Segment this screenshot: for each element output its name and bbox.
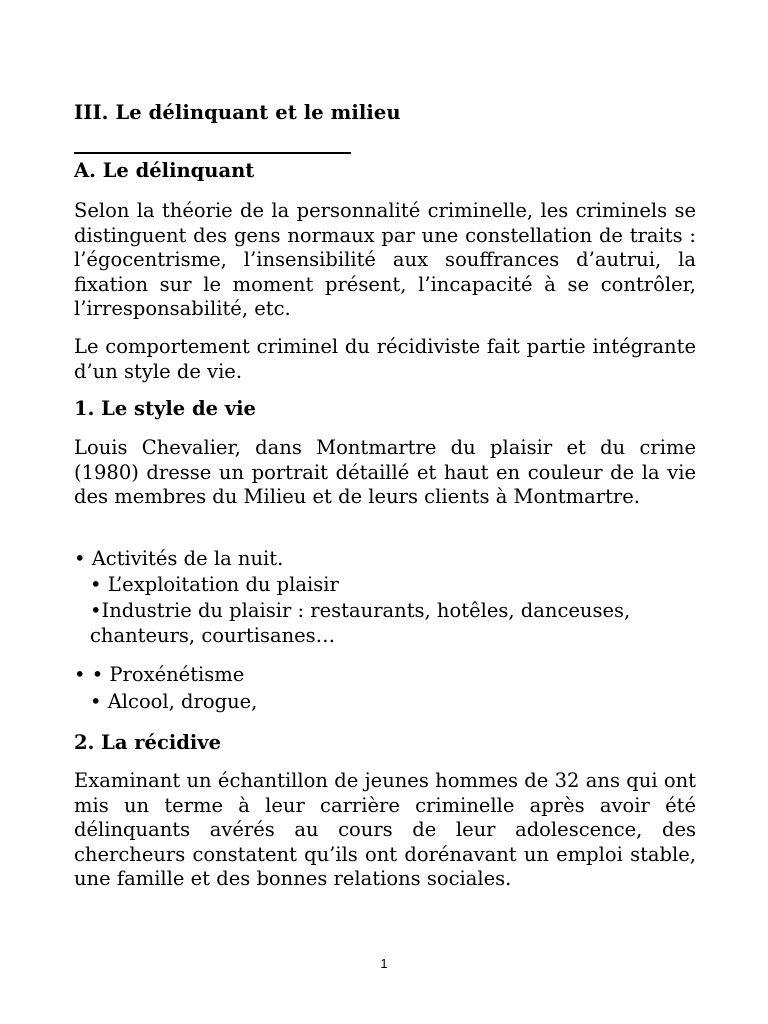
- section-2-paragraph: Examinant un échantillon de jeunes hommes de 32 ans qui ont mis un terme à leur carrière criminelle après avoir été délinquants avérés au cours de leur adolescence, des chercheurs constatent qu’ils ont dorénavant un emploi stable, une famille et des bonnes relations sociales.: [74, 769, 696, 890]
- document-title: III. Le délinquant et le milieu: [74, 101, 401, 124]
- section-a-paragraph-1: Selon la théorie de la personnalité criminelle, les criminels se distinguent des gens normaux par une constellation de traits : l’égocentrisme, l’insensibilité aux souffrances d’autrui, la fixation sur le moment présent, l’incapacité à se contrôler, l’irresponsabilité, etc.: [74, 199, 696, 320]
- section-a-paragraph-2: Le comportement criminel du récidiviste fait partie intégrante d’un style de vie.: [74, 335, 696, 383]
- section-a-heading: A. Le délinquant: [74, 159, 255, 182]
- bullet-item: • • Proxénétisme: [74, 663, 245, 686]
- bullet-item: •Industrie du plaisir : restaurants, hotêles, danceuses, chanteurs, courtisanes…: [90, 599, 631, 647]
- heading-underline: [74, 152, 351, 154]
- bullet-item: • Alcool, drogue,: [90, 690, 258, 713]
- page-number: 1: [380, 956, 388, 971]
- section-2-heading: 2. La récidive: [74, 731, 222, 754]
- bullet-item: • L’exploitation du plaisir: [90, 573, 339, 596]
- bullet-item: • Activités de la nuit.: [74, 547, 284, 570]
- section-1-heading: 1. Le style de vie: [74, 397, 256, 420]
- section-1-paragraph: Louis Chevalier, dans Montmartre du plaisir et du crime (1980) dresse un portrait détaillé et haut en couleur de la vie des membres du Milieu et de leurs clients à Montmartre.: [74, 436, 696, 508]
